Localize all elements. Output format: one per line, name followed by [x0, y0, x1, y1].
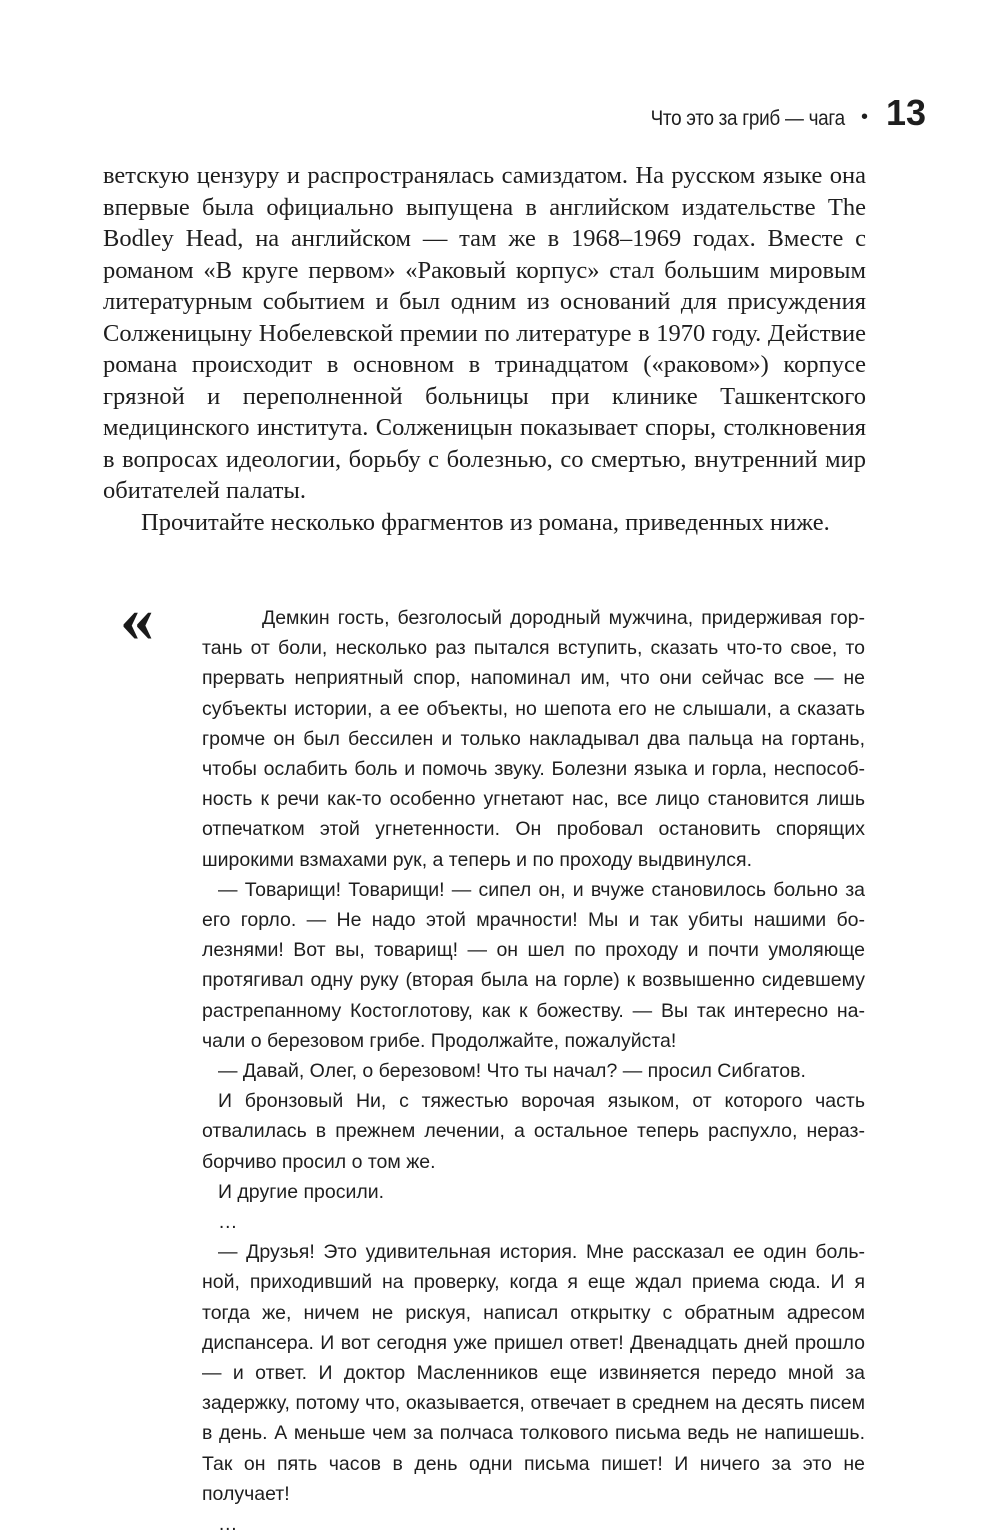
excerpt-paragraph: — Товарищи! Товарищи! — сипел он, и вчуже становилось больно за его горло. — Не надо этой мрачности! Мы и так убиты нашими болезнями! Вот вы, товарищ! — он шел по проходу и почти умоляюще протягивал одну руку (вторая была на горле) к возвышенно сидевшему растрепанному Костоглотову, как к божеству. — Вы так интересно начали о березовом грибе. Продолжайте, пожалуйста! [202, 878, 865, 1052]
excerpt-paragraph: — Друзья! Это удивительная история. Мне рассказал ее один больной, приходивший на проверку, когда я еще ждал приема сюда. И я тогда же, ничем не рискуя, написал открытку с обратным адресом диспансера. И вот сегодня уже пришел ответ! Двенадцать дней прошло — и ответ. И доктор Масленников еще извиняется передо мной за задержку, потому что, оказывается, отвечает в среднем на десять писем в день. А меньше чем за полчаса толкового письма ведь не напишешь. Так он пять часов в день одни письма пишет! И ничего за это не получает! [202, 1241, 865, 1505]
excerpt-paragraph: И другие просили. [218, 1180, 385, 1203]
excerpt-ellipsis: … [218, 1211, 238, 1234]
novel-excerpt [202, 603, 865, 1539]
excerpt-ellipsis: … [218, 1513, 238, 1536]
running-head [629, 92, 926, 134]
excerpt-paragraph: — Давай, Олег, о березовом! Что ты начал? — просил Сибгатов. [218, 1060, 806, 1083]
paragraph-continued: ветскую цензуру и распространялась самиздатом. На русском языке она впервые была официально выпущена в английском издательстве The Bodley Head, на английском — там же в 1968–1969 годах. Вместе с романом «В круге первом» «Раковый корпус» стал большим мировым литературным событием и был одним из оснований для присуждения Солженицыну Нобелевской премии по литературе в 1970 году. Действие романа происходит в основном в тринадцатом («раковом») корпусе грязной и переполненной больницы при клинике Ташкентского медицинского института. Солженицын показывает споры, столкновения в вопросах идеологии, борьбу с болезнью, со смертью, внутренний мир обитателей палаты. [103, 162, 866, 504]
quote-mark-icon: « [120, 580, 154, 656]
body-text [103, 160, 866, 538]
page-number: 13 [885, 92, 926, 133]
bullet-separator: • [860, 106, 868, 128]
paragraph-instruction: Прочитайте несколько фрагментов из романа, приведенных ниже. [141, 508, 830, 536]
excerpt-paragraph: Демкин гость, безголосый дородный мужчина, придерживая гортань от боли, несколько раз пытался вступить, сказать что-то свое, то прервать неприятный спор, напоминал им, что они сейчас все — не субъекты истории, а ее объекты, но шепота его не слышали, а сказать громче он был бессилен и только накладывал два пальца на гортань, чтобы ослабить боль и помочь звуку. Болезни языка и горла, неспособность к речи как-то особенно угнетают нас, все лицо становится лишь отпечатком этой угнетенности. Он пробовал остановить спорящих широкими взмахами рук, а теперь и по проходу выдвинулся. [202, 607, 865, 871]
chapter-title: Что это за гриб — чага [650, 107, 845, 130]
excerpt-paragraph: И бронзовый Ни, с тяжестью ворочая языком, от которого часть отвалилась в прежнем лечении, а остальное теперь распухло, неразборчиво просил о том же. [202, 1090, 865, 1173]
